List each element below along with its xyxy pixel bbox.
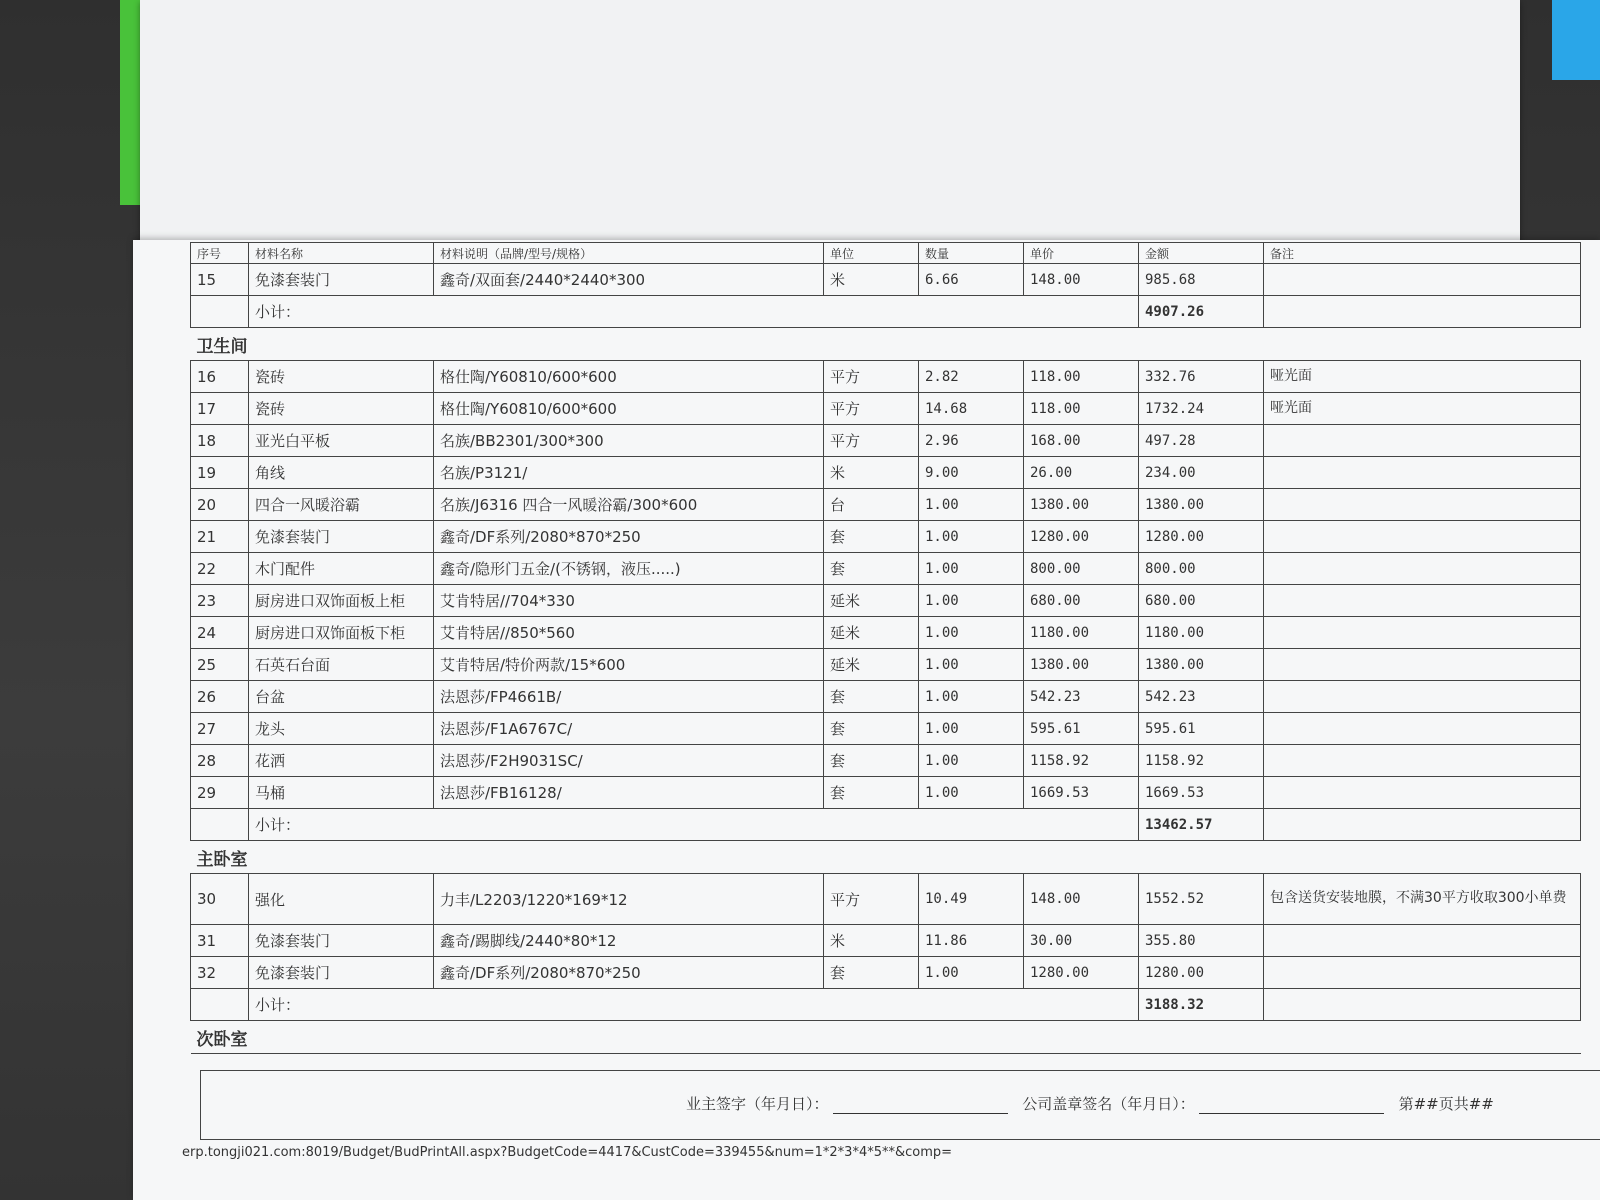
cell-amount: 1180.00 xyxy=(1139,617,1264,649)
cell-spec: 法恩莎/FP4661B/ xyxy=(434,681,824,713)
cell-amount: 542.23 xyxy=(1139,681,1264,713)
cell-price: 1280.00 xyxy=(1024,521,1139,553)
column-header: 备注 xyxy=(1264,243,1581,264)
cell-name: 四合一风暖浴霸 xyxy=(249,489,434,521)
cell-spec: 艾肯特居//704*330 xyxy=(434,585,824,617)
section-title-row xyxy=(191,841,1581,874)
cell-qty: 10.49 xyxy=(919,874,1024,925)
cell-spec: 鑫奇/DF系列/2080*870*250 xyxy=(434,957,824,989)
cell-price: 595.61 xyxy=(1024,713,1139,745)
table-row xyxy=(191,361,1581,393)
table-row xyxy=(191,957,1581,989)
table-row xyxy=(191,393,1581,425)
cell-unit: 套 xyxy=(824,713,919,745)
column-header: 单价 xyxy=(1024,243,1139,264)
cell-unit: 平方 xyxy=(824,393,919,425)
cell-amount: 595.61 xyxy=(1139,713,1264,745)
cell-qty: 1.00 xyxy=(919,649,1024,681)
cell-spec: 名族/BB2301/300*300 xyxy=(434,425,824,457)
cell-qty: 14.68 xyxy=(919,393,1024,425)
cell-note: 包含送货安装地膜，不满30平方收取300小单费 xyxy=(1264,874,1581,925)
cell-name: 角线 xyxy=(249,457,434,489)
table-header-row xyxy=(191,243,1581,264)
cell-unit: 米 xyxy=(824,925,919,957)
blue-object-edge xyxy=(1552,0,1600,80)
cell-no: 26 xyxy=(191,681,249,713)
cell-note xyxy=(1264,457,1581,489)
cell-qty: 1.00 xyxy=(919,553,1024,585)
cell-name: 免漆套装门 xyxy=(249,264,434,296)
cell-no: 25 xyxy=(191,649,249,681)
cell-price: 168.00 xyxy=(1024,425,1139,457)
cell-name: 厨房进口双饰面板上柜 xyxy=(249,585,434,617)
cell-unit: 套 xyxy=(824,777,919,809)
cell-note xyxy=(1264,777,1581,809)
cell-amount: 1380.00 xyxy=(1139,489,1264,521)
section-title: 主卧室 xyxy=(191,841,1581,874)
cell-price: 1669.53 xyxy=(1024,777,1139,809)
cell-price: 1280.00 xyxy=(1024,957,1139,989)
table-row xyxy=(191,521,1581,553)
table-row xyxy=(191,874,1581,925)
cell-price: 118.00 xyxy=(1024,393,1139,425)
section-title-row xyxy=(191,328,1581,361)
cell-spec: 鑫奇/DF系列/2080*870*250 xyxy=(434,521,824,553)
column-header: 序号 xyxy=(191,243,249,264)
cell-price: 1180.00 xyxy=(1024,617,1139,649)
cell-unit: 套 xyxy=(824,553,919,585)
cell-no: 32 xyxy=(191,957,249,989)
column-header: 数量 xyxy=(919,243,1024,264)
cell-name: 瓷砖 xyxy=(249,393,434,425)
cell-unit: 台 xyxy=(824,489,919,521)
cell-price: 26.00 xyxy=(1024,457,1139,489)
cell-name: 强化 xyxy=(249,874,434,925)
previous-page-sheet xyxy=(140,0,1520,245)
cell-spec: 鑫奇/隐形门五金/(不锈钢，液压.....) xyxy=(434,553,824,585)
section-title: 卫生间 xyxy=(191,328,1581,361)
cell-qty: 1.00 xyxy=(919,713,1024,745)
subtotal-value: 4907.26 xyxy=(1139,296,1264,328)
cell-note xyxy=(1264,745,1581,777)
cell-qty: 1.00 xyxy=(919,489,1024,521)
cell-name: 免漆套装门 xyxy=(249,925,434,957)
cell-note xyxy=(1264,553,1581,585)
cell-amount: 497.28 xyxy=(1139,425,1264,457)
cell-no: 16 xyxy=(191,361,249,393)
cell-no: 28 xyxy=(191,745,249,777)
cell-note xyxy=(1264,425,1581,457)
owner-sign-label: 业主签字（年月日）： xyxy=(686,1095,829,1113)
cell-spec: 格仕陶/Y60810/600*600 xyxy=(434,361,824,393)
table-row xyxy=(191,264,1581,296)
cell-name: 台盆 xyxy=(249,681,434,713)
cell-price: 542.23 xyxy=(1024,681,1139,713)
subtotal-note xyxy=(1264,989,1581,1021)
cell-amount: 1669.53 xyxy=(1139,777,1264,809)
column-header: 金额 xyxy=(1139,243,1264,264)
cell-qty: 1.00 xyxy=(919,777,1024,809)
cell-no: 23 xyxy=(191,585,249,617)
cell-unit: 平方 xyxy=(824,874,919,925)
cell-no: 27 xyxy=(191,713,249,745)
subtotal-label: 小计： xyxy=(249,989,1139,1021)
subtotal-note xyxy=(1264,809,1581,841)
cell-qty: 11.86 xyxy=(919,925,1024,957)
cell-qty: 2.82 xyxy=(919,361,1024,393)
cell-spec: 鑫奇/踢脚线/2440*80*12 xyxy=(434,925,824,957)
subtotal-label: 小计： xyxy=(249,809,1139,841)
cell-no: 17 xyxy=(191,393,249,425)
company-seal-line xyxy=(1199,1099,1384,1114)
cell-amount: 332.76 xyxy=(1139,361,1264,393)
cell-qty: 1.00 xyxy=(919,585,1024,617)
cell-unit: 套 xyxy=(824,521,919,553)
cell-amount: 680.00 xyxy=(1139,585,1264,617)
cell-name: 龙头 xyxy=(249,713,434,745)
cell-spec: 格仕陶/Y60810/600*600 xyxy=(434,393,824,425)
column-header: 材料说明（品牌/型号/规格） xyxy=(434,243,824,264)
cell-amount: 1280.00 xyxy=(1139,521,1264,553)
table-row xyxy=(191,925,1581,957)
signature-row xyxy=(686,1093,1494,1114)
table-row xyxy=(191,777,1581,809)
cell-note xyxy=(1264,957,1581,989)
cell-note xyxy=(1264,681,1581,713)
cell-no: 29 xyxy=(191,777,249,809)
cell-price: 30.00 xyxy=(1024,925,1139,957)
table-row xyxy=(191,553,1581,585)
cell-spec: 法恩莎/FB16128/ xyxy=(434,777,824,809)
cell-qty: 1.00 xyxy=(919,957,1024,989)
table-row xyxy=(191,681,1581,713)
cell-name: 马桶 xyxy=(249,777,434,809)
cell-unit: 延米 xyxy=(824,617,919,649)
column-header: 材料名称 xyxy=(249,243,434,264)
cell-spec: 鑫奇/双面套/2440*2440*300 xyxy=(434,264,824,296)
cell-unit: 米 xyxy=(824,457,919,489)
subtotal-row xyxy=(191,989,1581,1021)
owner-sign-line xyxy=(833,1099,1008,1114)
cell-name: 免漆套装门 xyxy=(249,957,434,989)
cell-price: 680.00 xyxy=(1024,585,1139,617)
cell-unit: 延米 xyxy=(824,649,919,681)
cell-note xyxy=(1264,489,1581,521)
table-row xyxy=(191,617,1581,649)
cell-note xyxy=(1264,649,1581,681)
cell-qty: 2.96 xyxy=(919,425,1024,457)
section-title-row xyxy=(191,1021,1581,1054)
cell-unit: 米 xyxy=(824,264,919,296)
cell-price: 1380.00 xyxy=(1024,489,1139,521)
cell-unit: 套 xyxy=(824,681,919,713)
cell-unit: 延米 xyxy=(824,585,919,617)
cell-no: 15 xyxy=(191,264,249,296)
cell-price: 800.00 xyxy=(1024,553,1139,585)
print-url: erp.tongji021.com:8019/Budget/BudPrintAll.aspx?BudgetCode=4417&CustCode=339455&num=1*2*3*4*5**&comp= xyxy=(182,1145,953,1160)
cell-amount: 800.00 xyxy=(1139,553,1264,585)
cell-qty: 1.00 xyxy=(919,617,1024,649)
cell-name: 木门配件 xyxy=(249,553,434,585)
cell-no: 19 xyxy=(191,457,249,489)
table-row xyxy=(191,585,1581,617)
page-info: 第##页共## xyxy=(1398,1095,1494,1113)
cell-price: 1380.00 xyxy=(1024,649,1139,681)
subtotal-value: 3188.32 xyxy=(1139,989,1264,1021)
cell-amount: 985.68 xyxy=(1139,264,1264,296)
cell-name: 瓷砖 xyxy=(249,361,434,393)
cell-note: 哑光面 xyxy=(1264,361,1581,393)
cell-price: 148.00 xyxy=(1024,264,1139,296)
cell-amount: 234.00 xyxy=(1139,457,1264,489)
cell-price: 118.00 xyxy=(1024,361,1139,393)
cell-name: 亚光白平板 xyxy=(249,425,434,457)
cell-spec: 名族/P3121/ xyxy=(434,457,824,489)
cell-no: 24 xyxy=(191,617,249,649)
cell-price: 148.00 xyxy=(1024,874,1139,925)
cell-qty: 1.00 xyxy=(919,681,1024,713)
table-row xyxy=(191,713,1581,745)
cell-qty: 1.00 xyxy=(919,745,1024,777)
table-row xyxy=(191,425,1581,457)
cell-spec: 名族/J6316 四合一风暖浴霸/300*600 xyxy=(434,489,824,521)
budget-table-body xyxy=(191,243,1581,1054)
subtotal-label: 小计： xyxy=(249,296,1139,328)
cell-note: 哑光面 xyxy=(1264,393,1581,425)
cell-spec: 法恩莎/F1A6767C/ xyxy=(434,713,824,745)
cell-unit: 套 xyxy=(824,957,919,989)
cell-qty: 1.00 xyxy=(919,521,1024,553)
subtotal-row xyxy=(191,809,1581,841)
cell-spec: 力丰/L2203/1220*169*12 xyxy=(434,874,824,925)
cell-spec: 艾肯特居//850*560 xyxy=(434,617,824,649)
cell-name: 花洒 xyxy=(249,745,434,777)
cell-qty: 6.66 xyxy=(919,264,1024,296)
cell-note xyxy=(1264,585,1581,617)
cell-price: 1158.92 xyxy=(1024,745,1139,777)
table-row xyxy=(191,457,1581,489)
subtotal-spacer xyxy=(191,809,249,841)
table-row xyxy=(191,745,1581,777)
cell-amount: 1280.00 xyxy=(1139,957,1264,989)
cell-spec: 法恩莎/F2H9031SC/ xyxy=(434,745,824,777)
table-row xyxy=(191,489,1581,521)
cell-no: 30 xyxy=(191,874,249,925)
cell-amount: 1552.52 xyxy=(1139,874,1264,925)
subtotal-note xyxy=(1264,296,1581,328)
cell-unit: 平方 xyxy=(824,361,919,393)
cell-name: 免漆套装门 xyxy=(249,521,434,553)
section-title: 次卧室 xyxy=(191,1021,1581,1054)
cell-unit: 平方 xyxy=(824,425,919,457)
cell-name: 厨房进口双饰面板下柜 xyxy=(249,617,434,649)
cell-no: 21 xyxy=(191,521,249,553)
cell-qty: 9.00 xyxy=(919,457,1024,489)
company-seal-label: 公司盖章签名（年月日）： xyxy=(1022,1095,1195,1113)
subtotal-spacer xyxy=(191,989,249,1021)
table-row xyxy=(191,649,1581,681)
cell-note xyxy=(1264,264,1581,296)
cell-unit: 套 xyxy=(824,745,919,777)
cell-note xyxy=(1264,713,1581,745)
cell-note xyxy=(1264,617,1581,649)
cell-note xyxy=(1264,521,1581,553)
cell-no: 31 xyxy=(191,925,249,957)
cell-no: 18 xyxy=(191,425,249,457)
cell-amount: 355.80 xyxy=(1139,925,1264,957)
cell-note xyxy=(1264,925,1581,957)
cell-amount: 1158.92 xyxy=(1139,745,1264,777)
cell-spec: 艾肯特居/特价两款/15*600 xyxy=(434,649,824,681)
cell-amount: 1732.24 xyxy=(1139,393,1264,425)
subtotal-value: 13462.57 xyxy=(1139,809,1264,841)
cell-amount: 1380.00 xyxy=(1139,649,1264,681)
column-header: 单位 xyxy=(824,243,919,264)
cell-no: 20 xyxy=(191,489,249,521)
subtotal-row xyxy=(191,296,1581,328)
subtotal-spacer xyxy=(191,296,249,328)
cell-name: 石英石台面 xyxy=(249,649,434,681)
budget-table xyxy=(190,242,1581,1054)
cell-no: 22 xyxy=(191,553,249,585)
